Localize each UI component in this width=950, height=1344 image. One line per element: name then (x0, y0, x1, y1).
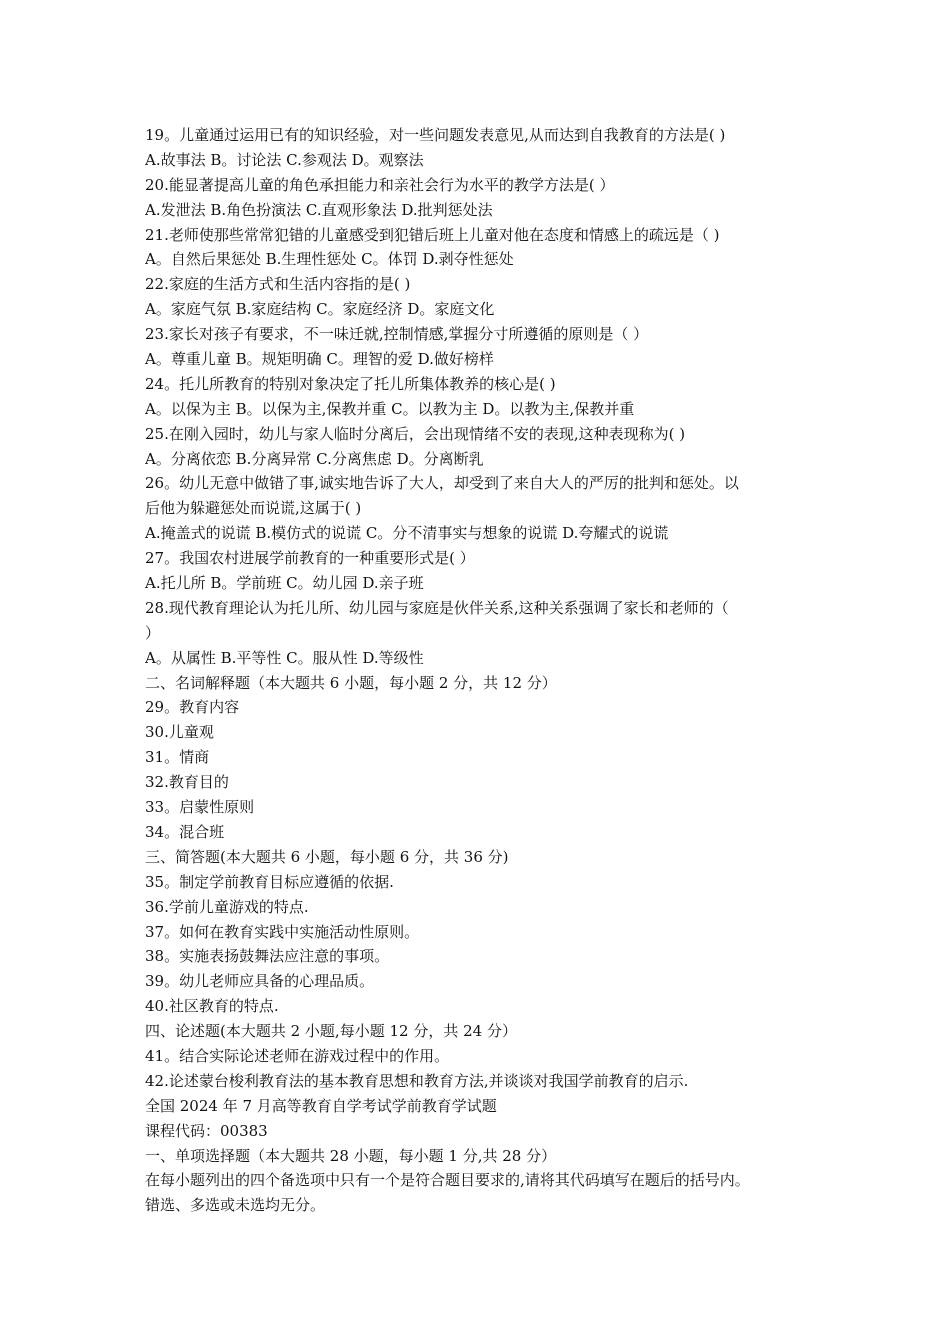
text-line: 四、论述题(本大题共 2 小题,每小题 12 分，共 24 分） (145, 1022, 517, 1041)
text-line: A。自然后果惩处 B.生理性惩处 C。体罚 D.剥夺性惩处 (145, 250, 514, 269)
text-line: 37。如何在教育实践中实施活动性原则。 (145, 922, 420, 941)
text-line: 35。制定学前教育目标应遵循的依据. (145, 872, 394, 891)
text-line: 后他为躲避惩处而说谎,这属于( ) (145, 499, 362, 518)
text-line: 31。情商 (145, 748, 210, 767)
text-line: 全国 2024 年 7 月高等教育自学考试学前教育学试题 (145, 1096, 497, 1115)
text-line: A.故事法 B。讨论法 C.参观法 D。观察法 (145, 150, 424, 169)
text-line: 21.老师使那些常常犯错的儿童感受到犯错后班上儿童对他在态度和情感上的疏远是（ ) (145, 225, 720, 244)
text-line: 课程代码：00383 (145, 1121, 268, 1140)
text-line: 26。幼儿无意中做错了事,诚实地告诉了大人，却受到了来自大人的严厉的批判和惩处。以 (145, 474, 739, 493)
text-line: 36.学前儿童游戏的特点. (145, 897, 309, 916)
text-line: 42.论述蒙台梭利教育法的基本教育思想和教育方法,并谈谈对我国学前教育的启示. (145, 1071, 689, 1090)
text-line: 23.家长对孩子有要求，不一味迁就,控制情感,掌握分寸所遵循的原则是（ ） (145, 325, 649, 344)
text-line: 38。实施表扬鼓舞法应注意的事项。 (145, 947, 390, 966)
text-line: 19。儿童通过运用已有的知识经验，对一些问题发表意见,从而达到自我教育的方法是( ) (145, 126, 726, 144)
text-line: A.发泄法 B.角色扮演法 C.直观形象法 D.批判惩处法 (145, 200, 493, 219)
text-line: 错选、多选或未选均无分。 (145, 1196, 326, 1215)
text-line: 33。启蒙性原则 (145, 798, 255, 817)
text-line: 二、名词解释题（本大题共 6 小题，每小题 2 分，共 12 分） (145, 673, 557, 692)
text-line: 22.家庭的生活方式和生活内容指的是( ) (145, 275, 411, 294)
text-line: 40.社区教育的特点. (145, 997, 279, 1016)
text-line: 20.能显著提高儿童的角色承担能力和亲社会行为水平的教学方法是( ） (145, 175, 615, 194)
text-line: A.托儿所 B。学前班 C。幼儿园 D.亲子班 (145, 574, 424, 593)
text-line: 在每小题列出的四个备选项中只有一个是符合题目要求的,请将其代码填写在题后的括号内。 (145, 1171, 750, 1190)
text-line: 一、单项选择题（本大题共 28 小题，每小题 1 分,共 28 分） (145, 1146, 557, 1165)
text-line: A。以保为主 B。以保为主,保教并重 C。以教为主 D。以教为主,保教并重 (145, 399, 635, 418)
text-line: A。家庭气氛 B.家庭结构 C。家庭经济 D。家庭文化 (145, 300, 495, 319)
text-line: 41。结合实际论述老师在游戏过程中的作用。 (145, 1046, 450, 1065)
text-line: 24。托儿所教育的特别对象决定了托儿所集体教养的核心是( ) (145, 374, 556, 393)
text-line: 34。混合班 (145, 822, 225, 841)
text-line: ） (145, 623, 161, 642)
text-line: A。分离依恋 B.分离异常 C.分离焦虑 D。分离断乳 (145, 449, 484, 468)
text-line: 29。教育内容 (145, 698, 240, 717)
text-line: A。尊重儿童 B。规矩明确 C。理智的爱 D.做好榜样 (145, 350, 494, 369)
text-line: 28.现代教育理论认为托儿所、幼儿园与家庭是伙伴关系,这种关系强调了家长和老师的（ (145, 598, 729, 617)
text-line: 25.在刚入园时，幼儿与家人临时分离后，会出现情绪不安的表现,这种表现称为( ) (145, 424, 686, 443)
text-line: A.掩盖式的说谎 B.模仿式的说谎 C。分不清事实与想象的说谎 D.夸耀式的说谎 (145, 524, 669, 543)
document-page (145, 123, 825, 1218)
text-line: 三、简答题(本大题共 6 小题，每小题 6 分，共 36 分) (145, 847, 509, 866)
text-line: 27。我国农村进展学前教育的一种重要形式是( ） (145, 549, 475, 568)
text-line: A。从属性 B.平等性 C。服从性 D.等级性 (145, 648, 424, 667)
text-line: 39。幼儿老师应具备的心理品质。 (145, 972, 375, 991)
text-line: 32.教育目的 (145, 773, 229, 792)
text-line: 30.儿童观 (145, 723, 214, 742)
